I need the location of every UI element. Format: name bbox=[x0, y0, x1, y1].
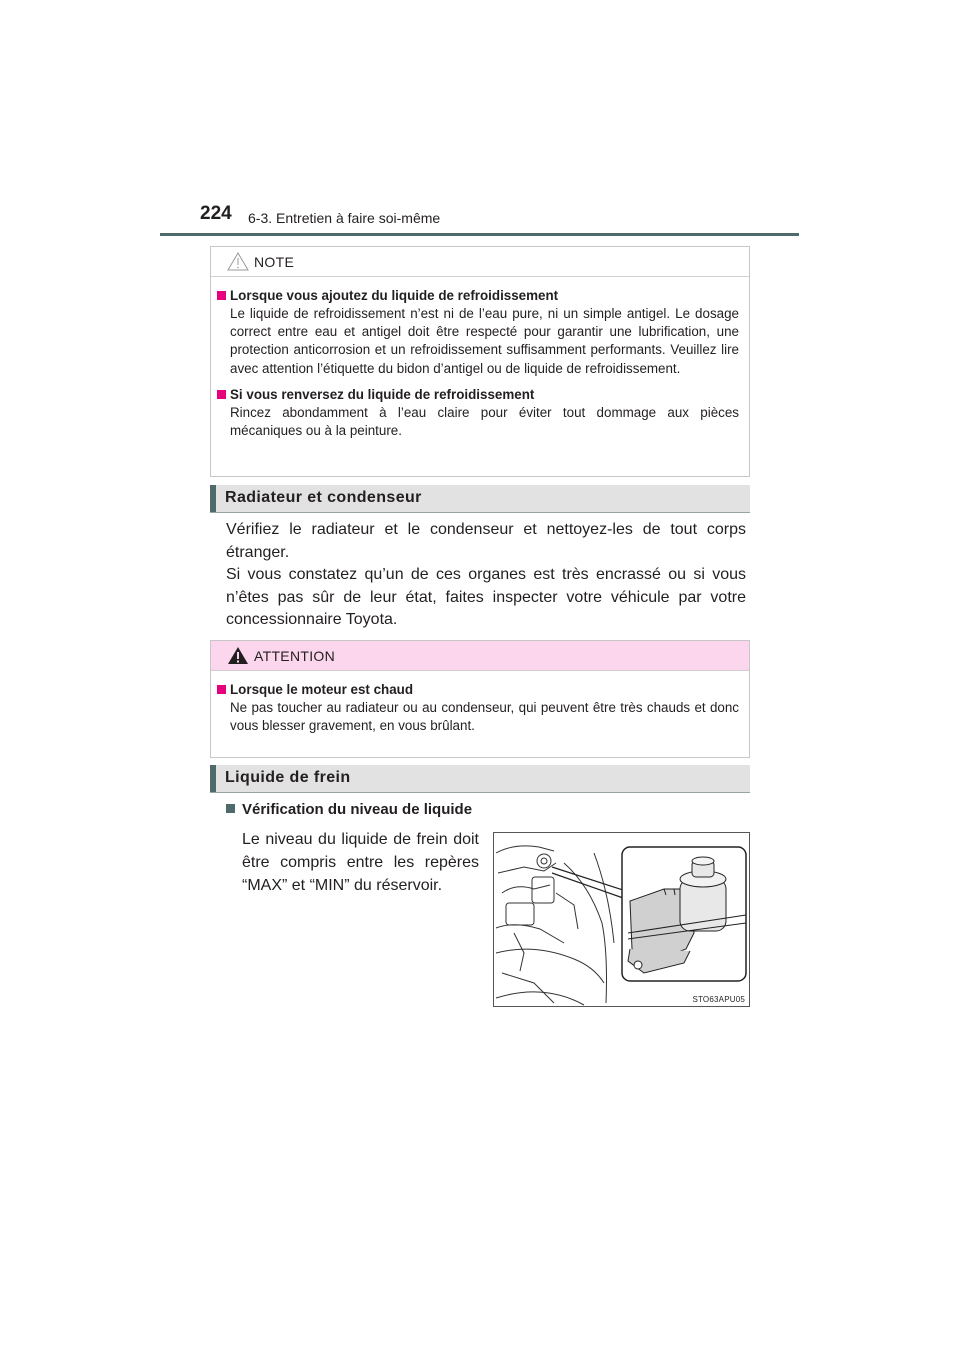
section-marker bbox=[210, 765, 216, 792]
note-item bbox=[217, 287, 739, 378]
attention-label: ATTENTION bbox=[254, 648, 335, 664]
radiator-paragraph: Vérifiez le radiateur et le condenseur et nettoyez-les de tout corps étranger. Si vous constatez qu’un de ces organes est très encrassé ou si vous n’êtes pas sûr de leur état, faites inspecter votre véhicule par votre concessionnaire Toyota. bbox=[226, 521, 746, 628]
section-title: Liquide de frein bbox=[225, 769, 351, 786]
note-label: NOTE bbox=[254, 254, 295, 270]
attention-item bbox=[217, 681, 739, 735]
note-item-text: Le liquide de refroidissement n’est ni de l’eau pure, ni un simple antigel. Le dosage correct entre eau et antigel doit être respecté pour garantir une lubrification, une protection anticorrosion et un refroidissement suffisamment performants. Veuillez lire avec attention l’étiquette du bidon d’antigel ou de liquide de refroidissement. bbox=[230, 306, 739, 376]
attention-item-text: Ne pas toucher au radiateur ou au condenseur, qui peuvent être très chauds et donc vous blesser gravement, en vous brûlant. bbox=[230, 700, 739, 734]
square-bullet-icon bbox=[217, 291, 226, 300]
section-title: Radiateur et condenseur bbox=[225, 489, 422, 506]
warning-outline-icon bbox=[227, 252, 249, 276]
note-item-title bbox=[217, 386, 739, 404]
figure-code: STO63APU05 bbox=[692, 995, 745, 1004]
brake-reservoir-figure bbox=[493, 832, 750, 1007]
section-marker bbox=[210, 485, 216, 512]
subheading-text: Vérification du niveau de liquide bbox=[242, 801, 473, 818]
note-item-title bbox=[217, 287, 739, 305]
section-bar-radiator bbox=[210, 485, 750, 513]
subheading bbox=[226, 800, 472, 820]
note-header bbox=[211, 247, 749, 277]
square-bullet-icon bbox=[217, 390, 226, 399]
running-header: 6-3. Entretien à faire soi-même bbox=[248, 210, 441, 226]
square-bullet-icon bbox=[217, 685, 226, 694]
brake-paragraph: Le niveau du liquide de frein doit être compris entre les repères “MAX” et “MIN” du réservoir. bbox=[242, 831, 479, 894]
engine-bay-illustration bbox=[494, 833, 749, 1006]
page-number: 224 bbox=[200, 203, 232, 224]
attention-body bbox=[211, 671, 749, 735]
attention-item-title bbox=[217, 681, 739, 699]
header-rule bbox=[160, 233, 799, 236]
section-bar-brake bbox=[210, 765, 750, 793]
square-bullet-icon bbox=[226, 804, 235, 813]
note-item-title-text: Si vous renversez du liquide de refroidissement bbox=[230, 386, 535, 402]
attention-header bbox=[211, 641, 749, 671]
note-box bbox=[210, 246, 750, 477]
note-item bbox=[217, 386, 739, 440]
note-body bbox=[211, 277, 749, 440]
note-item-title-text: Lorsque vous ajoutez du liquide de refroidissement bbox=[230, 288, 559, 303]
attention-box bbox=[210, 640, 750, 758]
warning-filled-icon bbox=[227, 646, 249, 670]
attention-item-title-text: Lorsque le moteur est chaud bbox=[230, 682, 414, 697]
note-item-text: Rincez abondamment à l’eau claire pour éviter tout dommage aux pièces mécaniques ou à la peinture. bbox=[230, 404, 739, 439]
